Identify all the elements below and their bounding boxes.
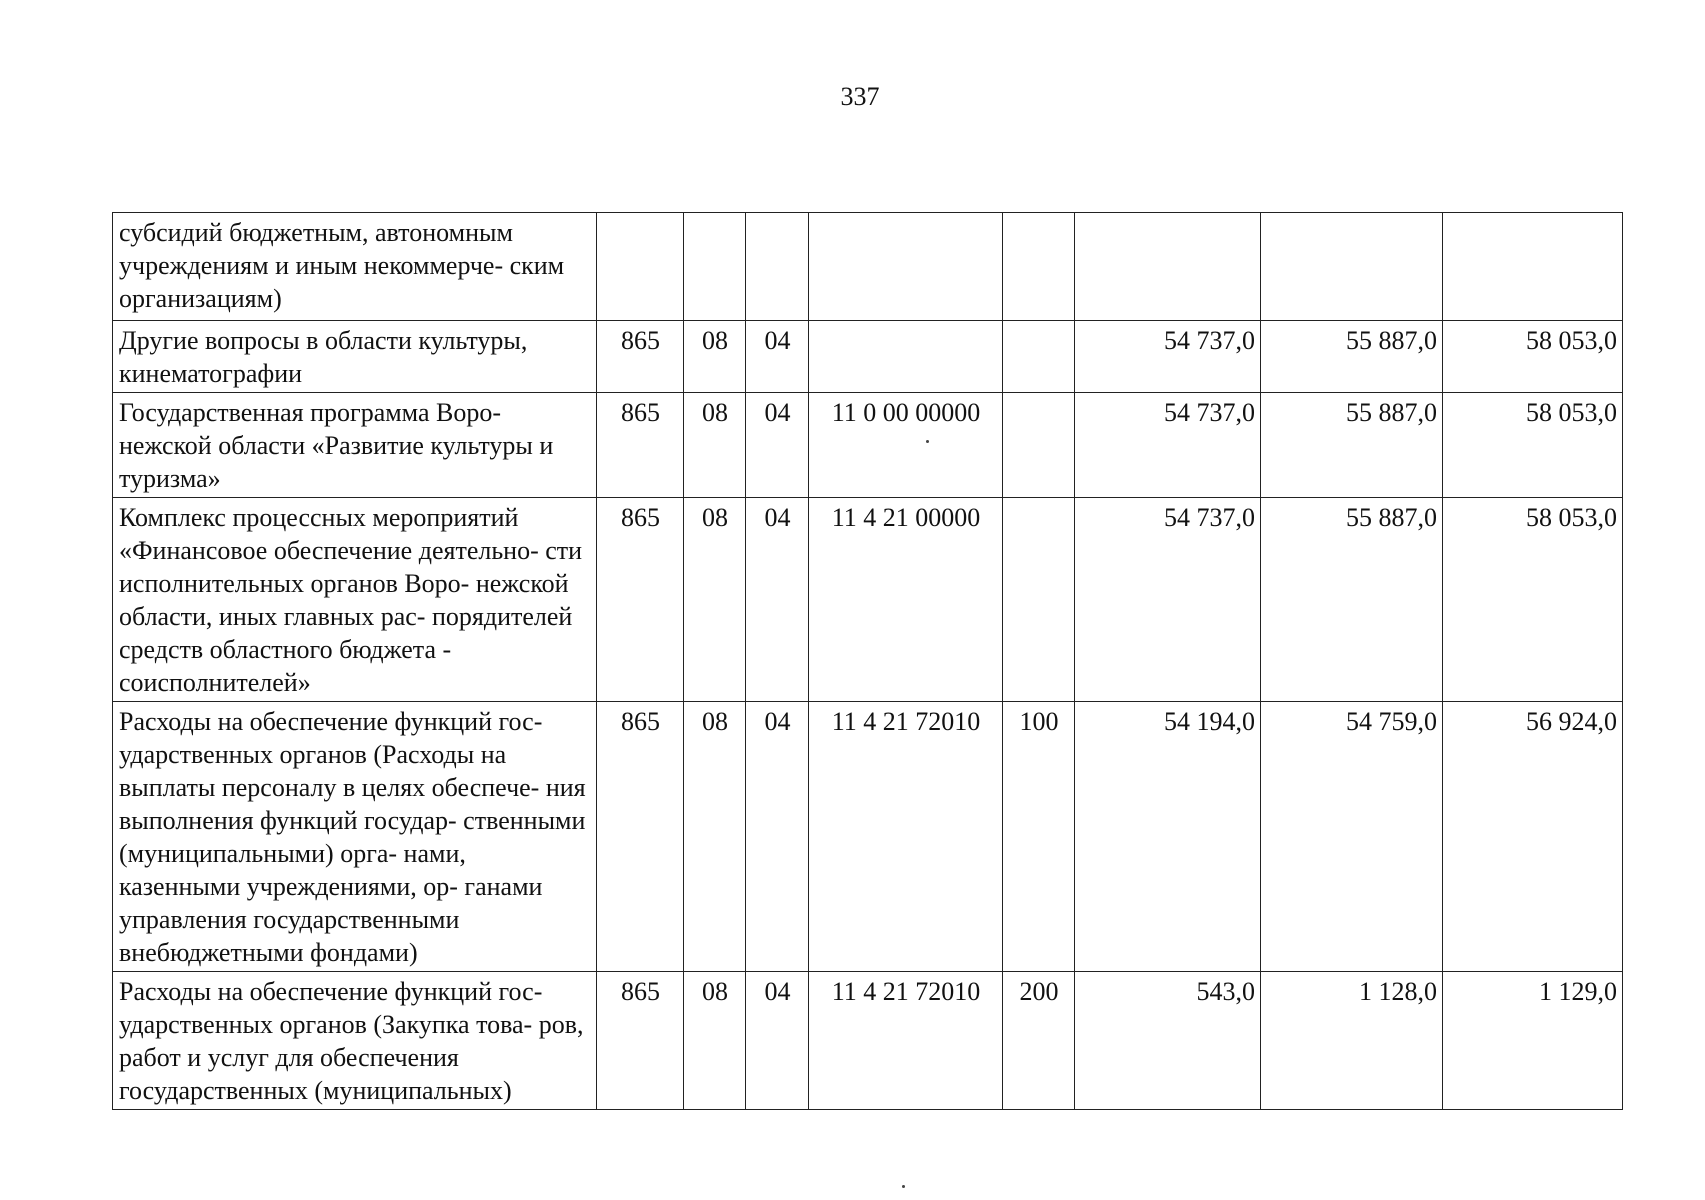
expense-type-cell [1003, 213, 1075, 321]
scan-speck [926, 440, 929, 443]
section-cell: 08 [684, 498, 746, 702]
grbs-cell [597, 213, 684, 321]
table-row [113, 321, 1623, 393]
year2-amount-cell: 55 887,0 [1261, 321, 1443, 393]
grbs-cell: 865 [597, 393, 684, 498]
scan-speck [902, 1185, 905, 1188]
subsection-cell: 04 [746, 702, 809, 972]
year2-amount-cell: 55 887,0 [1261, 393, 1443, 498]
subsection-cell: 04 [746, 498, 809, 702]
year3-amount-cell [1443, 213, 1623, 321]
year2-amount-cell: 55 887,0 [1261, 498, 1443, 702]
year1-amount-cell [1075, 213, 1261, 321]
row-name-cell: Расходы на обеспечение функций гос- ударственных органов (Закупка това- ров, работ и услуг для обеспечения государственных (муниципальных) [113, 972, 597, 1110]
grbs-cell: 865 [597, 321, 684, 393]
expense-type-cell [1003, 393, 1075, 498]
table-row [113, 972, 1623, 1110]
budget-table [112, 212, 1623, 1110]
year3-amount-cell: 58 053,0 [1443, 321, 1623, 393]
expense-type-cell [1003, 498, 1075, 702]
expense-type-cell [1003, 321, 1075, 393]
year2-amount-cell [1261, 213, 1443, 321]
section-cell: 08 [684, 972, 746, 1110]
row-name-cell: Комплекс процессных мероприятий «Финансовое обеспечение деятельно- сти исполнительных органов Воро- нежской области, иных главных рас- порядителей средств областного бюджета - соисполнителей» [113, 498, 597, 702]
table-row [113, 393, 1623, 498]
year1-amount-cell: 54 737,0 [1075, 321, 1261, 393]
section-cell: 08 [684, 393, 746, 498]
target-article-cell [809, 321, 1003, 393]
grbs-cell: 865 [597, 498, 684, 702]
target-article-cell: 11 4 21 00000 [809, 498, 1003, 702]
year3-amount-cell: 56 924,0 [1443, 702, 1623, 972]
grbs-cell: 865 [597, 972, 684, 1110]
section-cell: 08 [684, 321, 746, 393]
year1-amount-cell: 54 737,0 [1075, 498, 1261, 702]
subsection-cell [746, 213, 809, 321]
subsection-cell: 04 [746, 972, 809, 1110]
year2-amount-cell: 54 759,0 [1261, 702, 1443, 972]
year3-amount-cell: 58 053,0 [1443, 393, 1623, 498]
year1-amount-cell: 54 737,0 [1075, 393, 1261, 498]
expense-type-cell: 100 [1003, 702, 1075, 972]
table-row [113, 213, 1623, 321]
grbs-cell: 865 [597, 702, 684, 972]
row-name-cell: субсидий бюджетным, автономным учреждениям и иным некоммерче- ским организациям) [113, 213, 597, 321]
target-article-cell: 11 4 21 72010 [809, 972, 1003, 1110]
row-name-cell: Другие вопросы в области культуры, кинематографии [113, 321, 597, 393]
year3-amount-cell: 1 129,0 [1443, 972, 1623, 1110]
row-name-cell: Государственная программа Воро- нежской области «Развитие культуры и туризма» [113, 393, 597, 498]
page-number: 337 [840, 82, 880, 111]
expense-type-cell: 200 [1003, 972, 1075, 1110]
year2-amount-cell: 1 128,0 [1261, 972, 1443, 1110]
year1-amount-cell: 543,0 [1075, 972, 1261, 1110]
subsection-cell: 04 [746, 321, 809, 393]
section-cell: 08 [684, 702, 746, 972]
table-row [113, 702, 1623, 972]
subsection-cell: 04 [746, 393, 809, 498]
target-article-cell: 11 4 21 72010 [809, 702, 1003, 972]
row-name-cell: Расходы на обеспечение функций гос- ударственных органов (Расходы на выплаты персоналу в целях обеспече- ния выполнения функций государ- ственными (муниципальными) орга- нами, казенными учреждениями, ор- ганами управления государственными внебюджетными фондами) [113, 702, 597, 972]
table-row [113, 498, 1623, 702]
year3-amount-cell: 58 053,0 [1443, 498, 1623, 702]
target-article-cell: 11 0 00 00000 [809, 393, 1003, 498]
target-article-cell [809, 213, 1003, 321]
section-cell [684, 213, 746, 321]
year1-amount-cell: 54 194,0 [1075, 702, 1261, 972]
